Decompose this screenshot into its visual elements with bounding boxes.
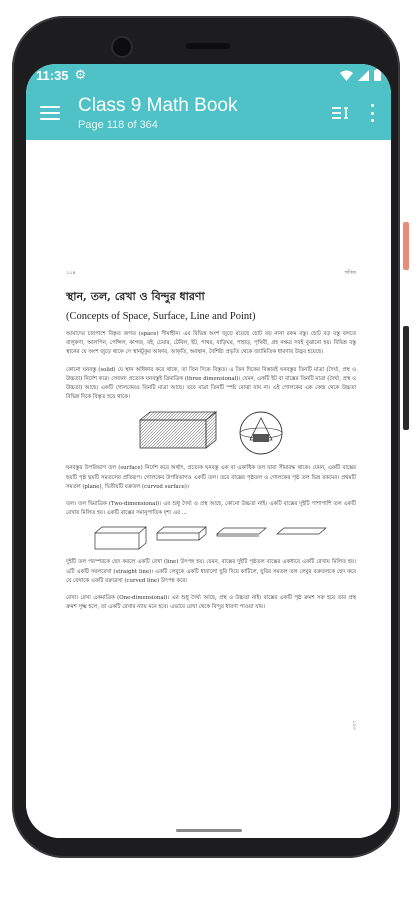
page-header — [66, 270, 356, 278]
box-figure-1 — [94, 526, 148, 550]
plane-figure — [276, 526, 328, 536]
status-time: 11:35 — [36, 67, 69, 83]
camera — [113, 38, 131, 56]
book-page[interactable] — [26, 140, 391, 838]
toolbar-titles — [78, 95, 329, 131]
screen — [26, 64, 391, 838]
chapter-subtitle: (Concepts of Space, Surface, Line and Point) — [66, 311, 256, 322]
status-icons — [340, 69, 381, 81]
paragraph-solid: কোনো ঘনবস্তু (solid) যে স্থান অধিকার করে থাকে, তা তিন দিকে বিস্তৃত। এ তিন দিকের বিস্তারই ঘনবস্তুর তিনটি মাত্রা (দৈর্ঘ্য, প্রস্থ ও উচ্চতা) নির্দেশ করে। সেজন্য প্রত্যেক ঘনবস্তুই ত্রিমাত্রিক (three dimensional)। যেমন, একটি ইট বা বাক্সের তিনটি মাত্রা (দৈর্ঘ্য, প্রস্থ ও উচ্চতা) আছে। একটি গোলকেরও তিনটি মাত্রা আছে। তবে মাত্রা তিনটি স্পষ্ট বোঝা যায় না। এই গোলকের এক কেন্দ্র থেকে উচ্চতা বিভিন্ন দিকে বিস্তৃত হয়ে থাকে। — [66, 366, 356, 401]
solid-figures — [66, 410, 356, 456]
paragraph-plane: তল। তল দ্বিমাত্রিক (Two-dimensional)। এর শুধু দৈর্ঘ্য ও প্রস্থ আছে, কোনো উচ্চতা নাই। একটি বাক্সের দুইটি পাশাপাশি তল একটি রেখায় মিলিত হয়। একটি বাক্সের সমানুপাতিক দৃশ্য এর ... — [66, 501, 356, 517]
chapter-title: স্থান, তল, রেখা ও বিন্দুর ধারণা — [66, 290, 205, 303]
paragraph-one-dimensional: রেখা। রেখা একমাত্রিক (One-dimensional)। এর শুধু দৈর্ঘ্য আছে, প্রস্থ ও উচ্চতা নাই। বাক্সের একটি পৃষ্ঠ ক্রমশ সরু হয়ে তার প্রস্থ ক্রমশ সূক্ষ্ম হলে, তা একটি রেখার ন্যায় মনে হবে। এভাবে রেখা থেকে বিন্দুর ধারণা পাওয়া যায়। — [66, 595, 356, 611]
settings-icon: ⚙ — [74, 67, 87, 83]
speaker — [186, 43, 230, 49]
more-options-icon[interactable] — [363, 104, 381, 122]
brick-figure — [138, 410, 218, 450]
wifi-icon — [340, 70, 353, 81]
volume-button — [403, 326, 409, 430]
power-button — [403, 222, 409, 270]
page-number: ১১৪ — [66, 270, 76, 276]
page-header-right: গণিত — [344, 270, 356, 276]
app-toolbar — [26, 86, 391, 140]
menu-icon[interactable] — [40, 106, 60, 120]
box-figures — [94, 526, 356, 550]
side-page-number: ১২৩ — [351, 720, 357, 730]
box-figure-2 — [156, 526, 208, 542]
paragraph-surface: ঘনবস্তুর উপরিভাগ তল (surface) নির্দেশ করে অর্থাৎ, প্রত্যেক ঘনবস্তু এক বা একাধিক তল দ্বারা সীমাবদ্ধ থাকে। যেমন, একটি বাক্সের ছয়টি পৃষ্ঠ ছয়টি সমতলের প্রতিরূপ। গোলকের উপরিভাগও একটি তল। তবে বাক্সের পৃষ্ঠতল ও গোলকের পৃষ্ঠ তল ভিন্ন রকমের। প্রথমটি সমতল (plane), দ্বিতীয়টি বক্রতল (curved surface)। — [66, 465, 356, 490]
paragraph-line: দুইটি তল পরস্পরকে ছেদ করলে একটি রেখা (line) উৎপন্ন হয়। যেমন, বাক্সের দুইটি পৃষ্ঠতল বাক্সের একধারে একটি রেখায় মিলিত হয়। এটি একটি সরলরেখা (straight line)। একটি লেবুকে একটি ধারালো ছুরি দিয়ে কাটিলে, ছুরির সমতল তল লেবুর বক্রতলকে ছেদ করে যে রেখাকে একটি বক্ররেখা (curved line) উৎপন্ন করে। — [66, 559, 356, 584]
signal-icon — [358, 70, 369, 81]
app-title: Class 9 Math Book — [78, 95, 238, 116]
battery-icon — [374, 69, 381, 81]
gesture-nav-bar[interactable] — [176, 829, 242, 832]
paragraph-space: আমাদের চারপাশে বিস্তৃত জগত (space) সীমাহীন। এর বিভিন্ন অংশ জুড়ে রয়েছে ছোট বড় নানা রকম বস্তু। ছোট বড় বস্তু বলতে বালুকণা, আলপিন, পেন্সিল, কাগজ, বই, চেয়ার, টেবিল, ইট, পাথর, বাড়িঘর, পাহাড়, পৃথিবী, গ্রহ নক্ষত্র সবই বুঝানো হয়। বিভিন্ন বস্তু স্থানের যে অংশ জুড়ে থাকে সে স্থানটুকুর আকার, আকৃতি, অবস্থান, বৈশিষ্ট্য প্রভৃতি থেকে জ্যামিতিক ধারণার উদ্ভব হয়েছে। — [66, 331, 356, 356]
sphere-figure — [238, 410, 284, 456]
page-content — [66, 270, 357, 730]
status-bar — [26, 64, 391, 86]
box-figure-3 — [216, 526, 268, 538]
page-indicator: Page 118 of 364 — [78, 119, 158, 131]
table-of-contents-icon[interactable] — [329, 102, 351, 124]
